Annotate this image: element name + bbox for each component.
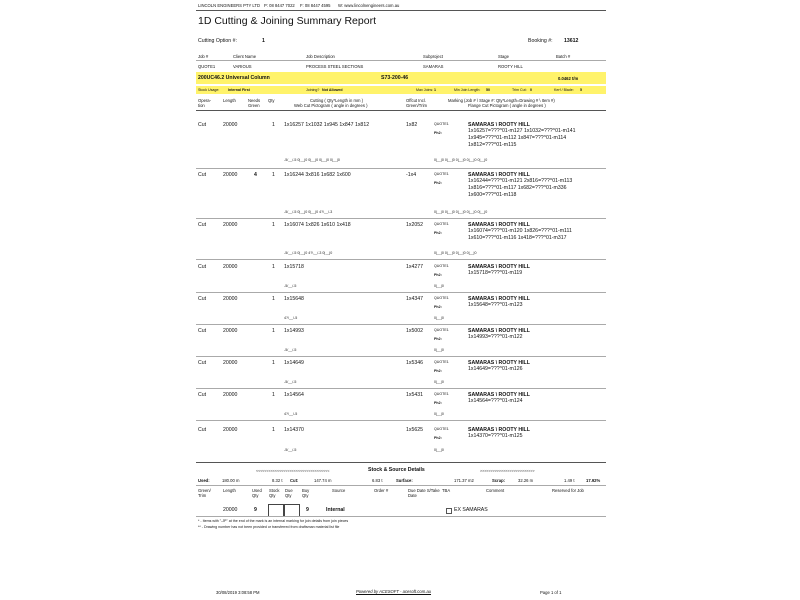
row-flange-picto: 0|__|0 0|__|0 0|__|0 0|__|0 0|__|0 [434, 158, 488, 162]
subproject-header: Subproject [423, 54, 444, 59]
cutting-option-label: Cutting Option #: [198, 38, 237, 44]
company-phone: P: 08 8447 7022 [264, 3, 295, 8]
report-title: 1D Cutting & Joining Summary Report [198, 15, 376, 27]
row-divider [196, 168, 606, 169]
stock-arrows-right: >>>>>>>>>>>>>>>>>>>>>>>>>> [480, 469, 535, 473]
job-desc-header: Job Description [306, 54, 335, 59]
row-op: Cut [198, 222, 207, 228]
row-ph: Ph2: [434, 436, 442, 440]
row-offcut: -1x4 [406, 172, 417, 178]
row-ph: Ph2: [434, 369, 442, 373]
row-stage: SAMARAS \ ROOTY HILL [468, 360, 530, 366]
used-label: Used: [198, 478, 210, 483]
row-ph: Ph2: [434, 401, 442, 405]
used-value: 180.00 m [222, 478, 240, 483]
row-op: Cut [198, 172, 207, 178]
stock-bottom-divider [196, 516, 606, 517]
stage-value: ROOTY HILL [498, 64, 523, 69]
kerf-label: Kerf / Blade: [554, 88, 574, 92]
row-op: Cut [198, 264, 207, 270]
stock-col-green: Green/ Trim [198, 488, 211, 498]
row-job: QUOTE1 [434, 222, 449, 226]
max-joins-value: 1 [434, 88, 436, 92]
row-web-picto: 4?\__/-5 [284, 412, 298, 416]
row-stage: SAMARAS \ ROOTY HILL [468, 222, 530, 228]
row-op: Cut [198, 296, 207, 302]
row-cutting: 1x14649 [284, 360, 304, 366]
row-cutting: 1x16257 1x1032 1x945 1x847 1x812 [284, 122, 370, 128]
report-page [196, 0, 606, 600]
job-desc-value: PROCESS STEEL SECTIONS [306, 64, 364, 69]
stock-row-source: Internal [326, 507, 345, 513]
subproject-value: SAMARAS [423, 64, 444, 69]
row-ph: Ph2: [434, 231, 442, 235]
row-op: Cut [198, 122, 207, 128]
row-offcut: 1x5431 [406, 392, 424, 398]
row-ph: Ph2: [434, 273, 442, 277]
row-length: 20000 [223, 172, 238, 178]
row-flange-picto: 0|__|0 0|__|0 0|__|0 0|__|0 0|__|0 [434, 210, 488, 214]
stage-header: Stage [498, 54, 509, 59]
cut-label: Cut: [290, 478, 299, 483]
row-stage: SAMARAS \ ROOTY HILL [468, 264, 530, 270]
row-divider [196, 420, 606, 421]
stock-col-stock: Stock Qty [269, 488, 280, 498]
row-qty: 1 [272, 296, 275, 302]
stock-col-source: Source [332, 488, 346, 493]
batch-header: Batch # [556, 54, 571, 59]
note-2: ** - Drawing number has not been provided or transferred from draftsman material list file [198, 525, 340, 529]
row-web-picto: -5/__/-5 0|__|0 4?\__/-3 0|__|0 [284, 251, 333, 255]
stock-col-buy: Buy Qty [302, 488, 310, 498]
row-cutting: 1x15648 [284, 296, 304, 302]
cut-weight: 6.83 t [372, 478, 383, 483]
job-header: Job # [198, 54, 209, 59]
row-web-picto: -5/__/-5 0|__|0 0|__|0 0|__|0 0|__|0 [284, 158, 340, 162]
row-divider [196, 388, 606, 389]
footer-powered-link[interactable]: Powered by ACESOFT - acesoft.com.au [356, 589, 432, 594]
footer-date: 30/08/2019 3:08:58 PM [216, 590, 260, 595]
row-job: QUOTE1 [434, 296, 449, 300]
col-qty: Qty [268, 98, 275, 103]
stock-row-buy: 9 [306, 507, 309, 513]
row-needs: 4 [254, 172, 257, 178]
stock-arrows-left: <<<<<<<<<<<<<<<<<<<<<<<<<<<<<<<<<<< [256, 469, 330, 473]
row-cutting: 1x15718 [284, 264, 304, 270]
col-web-picto: Web Cut Pictogram ( angle in degrees ) [294, 103, 368, 108]
row-web-picto: 4?\__/-5 [284, 316, 298, 320]
col-cutting: Cutting ( Qty*Length in mm ) [310, 98, 364, 103]
row-flange-picto: 0|__|0 [434, 348, 444, 352]
row-web-picto: -5/__/-5 [284, 348, 297, 352]
stock-row-comment: EX SAMARAS [454, 507, 488, 513]
row-stage: SAMARAS \ ROOTY HILL [468, 122, 530, 128]
row-stage: SAMARAS \ ROOTY HILL [468, 328, 530, 334]
row-flange-picto: 0|__|0 [434, 316, 444, 320]
row-marks: 1x16244=???^01-m121 2x816=???^01-m113 1x816=???^01-m117 1x682=???^01-m336 1x600=???^01-m118 [468, 178, 573, 199]
footer-page: Page 1 of 1 [540, 590, 562, 595]
row-qty: 1 [272, 328, 275, 334]
used-weight: 8.32 t [272, 478, 283, 483]
row-stage: SAMARAS \ ROOTY HILL [468, 392, 530, 398]
surface-value: 171.37 m2 [454, 478, 474, 483]
row-ph: Ph2: [434, 131, 442, 135]
row-offcut: 1x82 [406, 122, 418, 128]
row-qty: 1 [272, 122, 275, 128]
row-divider [196, 292, 606, 293]
stock-title: Stock & Source Details [368, 467, 425, 473]
job-divider [196, 60, 606, 61]
row-qty: 1 [272, 264, 275, 270]
row-offcut: 1x5625 [406, 427, 424, 433]
columns-divider [196, 110, 606, 111]
scrap-pct: 17.92% [586, 478, 601, 483]
stock-row-length: 20000 [223, 507, 238, 513]
row-length: 20000 [223, 296, 238, 302]
row-flange-picto: 0|__|0 [434, 380, 444, 384]
row-qty: 1 [272, 392, 275, 398]
note-1: * - Items with "-JP" at the end of the mark is an internal marking for join details from join pieces [198, 519, 349, 523]
row-cutting: 1x16074 1x826 1x610 1x418 [284, 222, 351, 228]
row-stage: SAMARAS \ ROOTY HILL [468, 427, 530, 433]
row-length: 20000 [223, 264, 238, 270]
row-op: Cut [198, 427, 207, 433]
col-length: Length [223, 98, 236, 103]
row-marks: 1x14649=???^01-m126 [468, 366, 523, 372]
stock-top-divider [196, 462, 606, 463]
row-stage: SAMARAS \ ROOTY HILL [468, 296, 530, 302]
row-flange-picto: 0|__|0 0|__|0 0|__|0 0|__|0 [434, 251, 477, 255]
row-job: QUOTE1 [434, 264, 449, 268]
scrap-weight: 1.49 t [564, 478, 575, 483]
trim-cut-label: Trim Cut: [512, 88, 527, 92]
row-marks: 1x14993=???^01-m122 [468, 334, 523, 340]
row-length: 20000 [223, 328, 238, 334]
row-offcut: 1x2052 [406, 222, 424, 228]
stock-col-used: Used Qty [252, 488, 262, 498]
client-header: Client Name [233, 54, 257, 59]
row-web-picto: -5/__/-5 0|__|0 0|__|0 4?\__/-3 [284, 210, 333, 214]
row-job: QUOTE1 [434, 122, 449, 126]
row-cutting: 1x14993 [284, 328, 304, 334]
row-offcut: 1x4347 [406, 296, 424, 302]
max-joins-label: Max Joins: [416, 88, 434, 92]
section-code: S73-200-46 [381, 75, 409, 81]
row-cutting: 1x14370 [284, 427, 304, 433]
row-ph: Ph2: [434, 181, 442, 185]
trim-cut-value: 0 [530, 88, 532, 92]
row-ph: Ph2: [434, 305, 442, 309]
row-stage: SAMARAS \ ROOTY HILL [468, 172, 530, 178]
stock-row-used: 9 [254, 507, 257, 513]
col-needs-green: Needs Green [248, 98, 261, 108]
row-web-picto: -5/__/-5 [284, 448, 297, 452]
cutting-option-value: 1 [262, 38, 265, 44]
row-divider [196, 259, 606, 260]
row-length: 20000 [223, 122, 238, 128]
surface-label: Surface: [396, 478, 413, 483]
row-divider [196, 218, 606, 219]
row-qty: 1 [272, 222, 275, 228]
stock-col-reserved: Reserved for Job [552, 488, 584, 493]
section-name: 200UC46.2 Universal Column [198, 75, 270, 81]
row-marks: 1x15648=???^01-m123 [468, 302, 523, 308]
stock-col-order: Order # [374, 488, 389, 493]
stock-header-divider [196, 485, 606, 486]
row-length: 20000 [223, 222, 238, 228]
row-job: QUOTE1 [434, 427, 449, 431]
scrap-value: 32.26 m [518, 478, 534, 483]
row-qty: 1 [272, 360, 275, 366]
row-marks: 1x14564=???^01-m124 [468, 398, 523, 404]
col-marking: Marking (Job # \ Stage #: Qty*Length=Drawing # \ Item #) [448, 98, 555, 103]
row-op: Cut [198, 360, 207, 366]
joining-value: Not Allowed [322, 88, 343, 92]
stock-col-comment: Comment [486, 488, 505, 493]
row-length: 20000 [223, 360, 238, 366]
min-join-label: Min Join Length: [454, 88, 481, 92]
booking-value: 13612 [564, 38, 579, 44]
usage-bar [196, 86, 606, 94]
row-job: QUOTE1 [434, 172, 449, 176]
row-marks: 1x16074=???^01-m120 1x826=???^01-m111 1x610=???^01-m116 1x418=???^01-m317 [468, 228, 572, 242]
row-ph: Ph2: [434, 337, 442, 341]
col-flange-picto: Flange Cut Pictogram ( angle in degrees ) [468, 103, 546, 108]
stock-col-length: Length [223, 488, 236, 493]
section-weight: 0.0462 t/m [558, 76, 579, 81]
header-divider [196, 10, 606, 11]
stock-usage-label: Stock Usage: [198, 88, 220, 92]
row-web-picto: -5/__/-5 [284, 380, 297, 384]
row-web-picto: -5/__/-5 [284, 284, 297, 288]
scrap-label: Scrap: [492, 478, 506, 483]
row-op: Cut [198, 392, 207, 398]
row-op: Cut [198, 328, 207, 334]
row-flange-picto: 0|__|0 [434, 412, 444, 416]
job-value: QUOTE1 [198, 64, 216, 69]
col-offcut: Offcut Incl. Green/Trim [406, 98, 428, 108]
row-job: QUOTE1 [434, 360, 449, 364]
stock-col-due: Due Qty [285, 488, 293, 498]
min-join-value: 50 [486, 88, 490, 92]
col-operation: Opera- tion [198, 98, 212, 108]
client-value: VARIOUS [233, 64, 252, 69]
stock-col-tba: TBA [442, 488, 451, 493]
row-job: QUOTE1 [434, 328, 449, 332]
stock-usage-value: Internal First [228, 88, 250, 92]
booking-label: Booking #: [528, 38, 553, 44]
tba-checkbox[interactable] [446, 508, 452, 514]
row-job: QUOTE1 [434, 392, 449, 396]
row-offcut: 1x4277 [406, 264, 424, 270]
row-divider [196, 356, 606, 357]
row-length: 20000 [223, 427, 238, 433]
row-marks: 1x15718=???^01-m119 [468, 270, 523, 276]
stock-col-due-date: Due Date S/Take Date [408, 488, 440, 498]
row-length: 20000 [223, 392, 238, 398]
company-web: W: www.lincolnengineers.com.au [338, 3, 400, 8]
cut-value: 147.74 m [314, 478, 332, 483]
row-qty: 1 [272, 427, 275, 433]
row-marks: 1x16257=???^01-m127 1x1032=???^01-m141 1x945=???^01-m112 1x847=???^01-m114 1x812=???^01-m115 [468, 128, 576, 149]
row-offcut: 1x5346 [406, 360, 424, 366]
company-name: LINCOLN ENGINEERS PTY LTD [198, 3, 260, 8]
row-cutting: 1x16244 3x816 1x682 1x600 [284, 172, 351, 178]
row-cutting: 1x14564 [284, 392, 304, 398]
row-flange-picto: 0|__|0 [434, 448, 444, 452]
row-marks: 1x14370=???^01-m125 [468, 433, 523, 439]
company-fax: F: 08 8447 4595 [300, 3, 331, 8]
row-divider [196, 324, 606, 325]
kerf-value: 5 [580, 88, 582, 92]
joining-label: Joining? [306, 88, 320, 92]
row-qty: 1 [272, 172, 275, 178]
row-offcut: 1x5002 [406, 328, 424, 334]
row-flange-picto: 0|__|0 [434, 284, 444, 288]
